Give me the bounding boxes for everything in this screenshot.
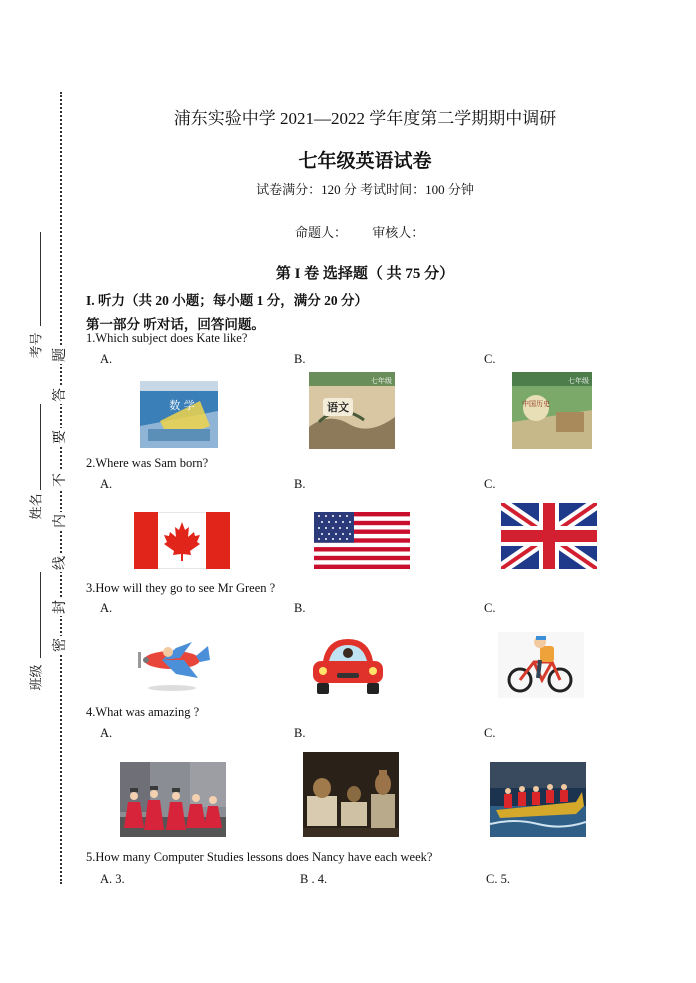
q3-option-a[interactable]: A. [100, 601, 113, 615]
usa-flag-image [314, 512, 410, 569]
history-textbook-image [512, 372, 592, 449]
canada-flag-image [134, 512, 230, 569]
q1-option-c[interactable]: C. [484, 352, 496, 366]
seal-char: 不 [53, 473, 68, 487]
seal-char: 题 [53, 348, 68, 362]
seal-char: 密 [53, 638, 68, 652]
q3-option-c[interactable]: C. [484, 601, 496, 615]
listening-heading: I. 听力（共 20 小题；每小题 1 分，满分 20 分） [86, 293, 369, 308]
reviewer-label: 审核人： [372, 225, 425, 240]
q5-option-a[interactable]: A. 3. [100, 872, 125, 886]
q4-option-b[interactable]: B. [294, 726, 306, 740]
question-4: 4.What was amazing ? [86, 705, 200, 719]
folk-dancers-image [120, 762, 226, 837]
question-5: 5.How many Computer Studies lessons does Nancy have each week? [86, 850, 433, 864]
question-3: 3.How will they go to see Mr Green ? [86, 581, 276, 595]
chinese-book-grade: 七年级 [371, 377, 392, 385]
q2-option-b[interactable]: B. [294, 477, 306, 491]
museum-pottery-image [303, 752, 399, 837]
chinese-book-title: 语文 [327, 401, 349, 414]
q4-option-c[interactable]: C. [484, 726, 496, 740]
question-1: 1.Which subject does Kate like? [86, 331, 248, 345]
name-line[interactable] [40, 404, 41, 490]
history-book-grade: 七年级 [568, 377, 589, 385]
seal-char: 线 [53, 556, 68, 570]
exam-meta: 试卷满分：120 分 考试时间：100 分钟 [256, 182, 474, 197]
q3-option-b[interactable]: B. [294, 601, 306, 615]
q2-option-a[interactable]: A. [100, 477, 113, 491]
part1-heading: 第一部分 听对话，回答问题。 [86, 317, 265, 332]
class-label: 班级 [28, 664, 44, 691]
authors-line [295, 222, 446, 241]
q1-option-b[interactable]: B. [294, 352, 306, 366]
q2-option-c[interactable]: C. [484, 477, 496, 491]
chinese-textbook-image [309, 372, 395, 449]
section-title: 第 I 卷 选择题（ 共 75 分） [275, 266, 455, 282]
exam-title: 七年级英语试卷 [298, 151, 432, 172]
q5-option-c[interactable]: C. 5. [486, 872, 510, 886]
math-book-title: 数 学 [169, 399, 195, 412]
seal-char: 封 [53, 600, 68, 614]
q5-option-b[interactable]: B . 4. [300, 872, 328, 886]
dragon-boat-image [490, 762, 586, 837]
airplane-image [132, 630, 212, 694]
seal-char: 要 [53, 430, 68, 444]
math-textbook-image [140, 381, 218, 448]
school-title: 浦东实验中学 2021—2022 学年度第二学期期中调研 [173, 109, 557, 128]
class-line[interactable] [40, 572, 41, 658]
name-label: 姓名 [28, 493, 44, 520]
q4-option-a[interactable]: A. [100, 726, 113, 740]
question-2: 2.Where was Sam born? [86, 456, 209, 470]
q1-option-a[interactable]: A. [100, 352, 113, 366]
seal-char: 答 [53, 388, 68, 402]
author-label: 命题人： [295, 225, 348, 240]
uk-flag-image [501, 503, 597, 569]
exam-number-label: 考号 [28, 332, 44, 359]
car-image [309, 631, 387, 697]
seal-char: 内 [53, 514, 68, 528]
bicycle-image [498, 632, 584, 698]
history-book-title: 中国历史 [522, 400, 550, 408]
